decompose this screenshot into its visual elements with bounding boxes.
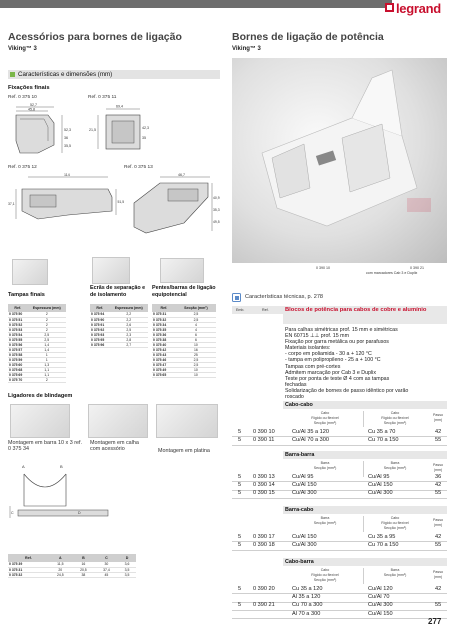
column-header: Cabo	[390, 411, 400, 415]
product-title: Blocos de potência para cabos de cobre e alumínio	[285, 307, 427, 313]
table-cell: 0 375 60	[8, 362, 28, 367]
row-divider	[232, 445, 447, 446]
table-cell: 0 375 42	[152, 347, 176, 352]
section-value: Cu/Al 300	[292, 490, 317, 497]
pitch-value: 42	[435, 429, 442, 435]
table-cell: 0 375 55	[8, 337, 28, 342]
col-header: C	[95, 554, 118, 562]
table-cell: 1,4	[28, 342, 66, 347]
ecras-table	[90, 304, 148, 348]
dim-d-3: 49,5	[213, 220, 220, 224]
section-value: Cu/Al 150	[292, 482, 317, 489]
table-cell: 16	[176, 347, 216, 352]
table-cell: 1,4	[28, 347, 66, 352]
dim-b-2: 42,3	[142, 126, 149, 130]
table-cell: 0 375 49	[152, 367, 176, 372]
ref-value: 0 390 18	[253, 542, 275, 549]
table-cell: 38	[72, 572, 95, 577]
table-cell: 10	[176, 372, 216, 377]
column-header: Barra	[320, 461, 330, 465]
section-value: Al 35 a 120	[292, 594, 321, 601]
brand-logo: legrand	[396, 1, 441, 16]
table-cell: 0 375 90	[90, 317, 110, 322]
table-cell: 2,5	[176, 357, 216, 362]
table-cell: 3,5	[118, 572, 136, 577]
mount-plate-photo	[156, 404, 218, 438]
ref-b-label: Ref. 0 375 11	[88, 95, 117, 100]
dim-a-0: 52,7	[30, 103, 37, 107]
col-header: Espessura (mm)	[110, 304, 148, 312]
mount-busbar-photo	[10, 404, 70, 438]
section-value: Cu 35 a 120	[292, 586, 323, 592]
emb-value: 5	[238, 586, 242, 592]
table-cell: 6	[176, 332, 216, 337]
col-ref: Ref.	[262, 308, 269, 312]
ref-value: 0 390 17	[253, 534, 275, 540]
table-cell: 2,5	[176, 317, 216, 322]
feature-line: Materiais isolantes:	[285, 345, 331, 352]
emb-value: 5	[238, 482, 242, 489]
col-header: D	[118, 554, 136, 562]
divider	[363, 411, 364, 427]
column-header: (mm)	[433, 523, 443, 527]
feature-line: roscado	[285, 394, 304, 401]
dim-a-1: 45,8	[28, 107, 35, 112]
section-value: Cu 35 a 70	[368, 429, 396, 435]
table-cell: 10	[176, 367, 216, 372]
col-header: B	[72, 554, 95, 562]
column-header: Secção (mm²)	[383, 466, 407, 470]
column-header: Passo	[433, 463, 443, 467]
band-title: Barra-cabo	[285, 507, 314, 513]
emb-value: 5	[238, 602, 242, 609]
table-cell: 2,2	[110, 312, 148, 317]
end-stop-d-drawing	[124, 171, 220, 241]
end-stop-b-drawing	[88, 101, 158, 161]
table-cell: 16	[72, 562, 95, 567]
svg-text:D: D	[78, 511, 81, 515]
clamp-dims-table	[8, 554, 136, 578]
band-title: Cabo-barra	[285, 559, 314, 565]
section-value: Cu/Al 70	[368, 594, 390, 601]
col-header: Espessura (mm)	[28, 304, 66, 312]
divider	[363, 568, 364, 584]
divider	[363, 461, 364, 477]
table-cell: 2,7	[110, 342, 148, 347]
col-header: Ref.	[152, 304, 176, 312]
table-cell: 2	[28, 322, 66, 327]
section-value: Cu 70 a 150	[368, 437, 399, 444]
table-cell: 0 375 51	[8, 317, 28, 322]
emb-value: 5	[238, 542, 242, 549]
dim-d-1: 40,9	[213, 196, 220, 200]
ecras-title: Ecrãs de separação e de isolamento	[90, 285, 146, 298]
section-value: Cu/Al 120	[368, 586, 393, 592]
table-cell: 37,4	[95, 567, 118, 572]
column-header: Barra	[390, 461, 400, 465]
band-cabo-cabo	[283, 401, 447, 409]
section-value: Al 70 a 300	[292, 610, 321, 617]
pitch-value: 42	[435, 482, 442, 489]
row-divider	[232, 498, 447, 499]
table-cell: 0 375 34	[152, 322, 176, 327]
table-cell: 1,3	[28, 362, 66, 367]
tampas-table	[8, 304, 66, 383]
feature-line: Solidarização de bornes de passo idêntico por varão	[285, 387, 409, 394]
table-cell: 25	[176, 352, 216, 357]
col-header: Ref.	[90, 304, 110, 312]
feature-line: - tampa em polipropileno - 25 a + 100 °C	[285, 357, 381, 364]
band-barra-barra	[283, 451, 447, 459]
pitch-value: 42	[435, 534, 442, 540]
separator-photo	[92, 257, 130, 284]
table-cell: 0 375 32	[152, 317, 176, 322]
feature-line: Fixação por garra metálica ou por parafusos	[285, 339, 389, 346]
montagem-a-text: Montagem em barra 10 x 3 ref. 0 375 34	[8, 440, 83, 452]
pentes-table	[152, 304, 216, 378]
ref-value: 0 390 13	[253, 474, 275, 480]
table-cell: 0 375 47	[152, 362, 176, 367]
characteristics-title: Características e dimensões (mm)	[18, 71, 113, 78]
row-divider	[232, 550, 447, 551]
ref-c-label: Ref. 0 375 12	[8, 165, 37, 170]
left-page-title: Acessórios para bornes de ligação	[8, 31, 182, 43]
end-cap-photo	[12, 259, 48, 285]
ref-a-label: Ref. 0 375 10	[8, 95, 37, 100]
section-square-icon	[10, 72, 15, 77]
table-cell: 0 375 52	[8, 322, 28, 327]
table-cell: 0 375 56	[8, 342, 28, 347]
table-cell: 0 375 36	[152, 332, 176, 337]
table-cell: 1,1	[28, 372, 66, 377]
emb-value: 5	[238, 437, 242, 444]
dim-a-3: 36	[64, 136, 68, 140]
table-cell: 45	[95, 572, 118, 577]
left-page-subtitle: Viking™ 3	[8, 46, 37, 52]
table-cell: 0 375 53	[8, 327, 28, 332]
table-cell: 24,5	[49, 572, 72, 577]
fixacoes-title: Fixações finais	[8, 85, 50, 91]
section-value: Cu/Al 300	[292, 542, 317, 549]
column-header: Secção (mm²)	[383, 573, 407, 577]
section-value: Cu/Al 150	[368, 482, 393, 489]
section-value: Cu/Al 70 a 300	[292, 437, 330, 444]
section-value: Cu 35 a 95	[368, 534, 396, 540]
table-cell: 0 375 95	[90, 337, 110, 342]
tech-note: Características técnicas, p. 278	[245, 294, 324, 300]
svg-text:C: C	[11, 511, 14, 515]
column-header: Secção (mm²)	[313, 521, 337, 525]
montagem-c-text: Montagem em platina	[158, 448, 210, 454]
pitch-value: 55	[435, 542, 442, 549]
table-cell: 2,5	[28, 337, 66, 342]
dim-c-1: 51,5	[117, 200, 124, 204]
table-cell: 1	[28, 352, 66, 357]
feature-line: Admitem marcação por Cab 3 e Duplix	[285, 369, 376, 376]
pitch-value: 55	[435, 490, 442, 497]
table-cell: 1	[28, 357, 66, 362]
table-cell: 2,5	[110, 327, 148, 332]
column-header: Rígido ou flexível	[381, 521, 409, 525]
section-value: Cu/Al 300	[368, 490, 393, 497]
col-header: A	[49, 554, 72, 562]
section-value: Cu/Al 95	[292, 474, 314, 480]
page-number: 277	[428, 617, 442, 626]
table-cell: 2,3	[110, 332, 148, 337]
product-photo	[232, 58, 447, 263]
pentes-title: Pentes/barras de ligação equipotencial	[152, 285, 216, 298]
column-header: Secção (mm²)	[313, 578, 337, 582]
table-row	[90, 342, 148, 347]
feature-line: fechadas	[285, 381, 307, 388]
feature-line: Teste por ponta de teste Ø 4 com as tampas	[285, 375, 390, 382]
tampas-title: Tampas finais	[8, 292, 45, 298]
column-header: (mm)	[433, 468, 443, 472]
emb-value: 5	[238, 474, 242, 480]
column-header: Cabo	[320, 568, 330, 572]
table-cell: 0 375 46	[152, 357, 176, 362]
end-stop-a-drawing	[8, 101, 78, 161]
divider	[363, 516, 364, 532]
table-cell: 6	[176, 337, 216, 342]
col-header: Ref.	[8, 304, 28, 312]
dim-b-1: 21,5	[89, 128, 96, 132]
legrand-logo-icon	[385, 3, 394, 12]
table-cell: 0 375 39	[8, 562, 49, 567]
table-cell: 0 375 43	[152, 352, 176, 357]
band-cabo-barra	[283, 558, 447, 566]
table-cell: 0 375 38	[152, 337, 176, 342]
dim-a-2: 52,3	[64, 128, 71, 132]
ref-value: 0 390 14	[253, 482, 275, 489]
col-emb: Emb.	[236, 308, 245, 312]
emb-value: 5	[238, 534, 242, 540]
pitch-value: 55	[435, 602, 442, 609]
feature-line: Para calhas simétricas prof. 15 mm e simétricas	[285, 327, 398, 333]
photo-caption-b: 0 390 21	[410, 266, 424, 270]
column-header: Secção (mm²)	[383, 526, 407, 530]
ref-value: 0 390 10	[253, 429, 275, 435]
table-cell: 2	[28, 312, 66, 317]
table-cell: 0 375 57	[8, 347, 28, 352]
dim-b-3: 35	[142, 136, 146, 140]
band-title: Barra-barra	[285, 452, 315, 458]
table-cell: 0 375 40	[152, 342, 176, 347]
table-cell: 0 375 54	[8, 332, 28, 337]
photo-caption-c: com marcadores Cab 3 e Duplix	[366, 271, 418, 275]
table-cell: 11,5	[49, 562, 72, 567]
column-header: Secção (mm²)	[383, 421, 407, 425]
col-header: Ref.	[8, 554, 49, 562]
montagem-b-text: Montagem em calha com acessório	[90, 440, 139, 452]
section-value: Cu/Al 150	[292, 534, 317, 540]
table-cell: 0 375 92	[90, 327, 110, 332]
table-cell: 0 375 31	[8, 567, 49, 572]
feature-line: Tampas com pré-cortes	[285, 363, 341, 370]
pitch-value: 36	[435, 474, 442, 480]
dim-a-4: 35,5	[64, 144, 71, 148]
right-page-title: Bornes de ligação de potência	[232, 31, 384, 43]
feature-line: - corpo em poliamida - 30 a + 120 °C	[285, 351, 372, 358]
table-cell: 2	[28, 317, 66, 322]
table-cell: 0 375 50	[8, 312, 28, 317]
table-cell: 2,2	[110, 317, 148, 322]
row-divider	[232, 593, 447, 594]
photo-caption-a: 0 390 10	[316, 266, 330, 270]
band-barra-cabo	[283, 506, 447, 514]
table-cell: 4	[176, 327, 216, 332]
table-cell: 2,8	[110, 337, 148, 342]
section-value: Cu/Al 300	[368, 602, 393, 609]
ref-value: 0 390 11	[253, 437, 275, 444]
table-cell: 2,6	[110, 322, 148, 327]
dim-c-0: 114	[64, 173, 70, 177]
dim-c-2: 37,1	[8, 202, 15, 206]
section-value: Cu/Al 95	[368, 474, 390, 480]
section-value: Cu 70 a 150	[368, 542, 399, 549]
table-cell: 0 375 31	[152, 312, 176, 317]
dim-b-0: 69,4	[116, 104, 123, 109]
pitch-value: 55	[435, 437, 442, 444]
column-header: (mm)	[433, 575, 443, 579]
dim-d-0: 46,7	[178, 173, 185, 177]
table-row	[152, 372, 216, 377]
table-cell: 30	[95, 562, 118, 567]
section-value: Cu/Al 35 a 120	[292, 429, 330, 435]
table-cell: 0 375 91	[90, 322, 110, 327]
section-value: Cu 70 a 300	[292, 602, 323, 609]
column-header: Passo	[433, 518, 443, 522]
table-row	[8, 377, 66, 382]
table-cell: 2,5	[176, 362, 216, 367]
comb-bar-photo	[160, 258, 204, 283]
column-header: Passo	[433, 413, 443, 417]
features-list	[285, 327, 447, 400]
column-header: Cabo	[390, 516, 400, 520]
table-cell: 0 375 58	[8, 352, 28, 357]
col-header: Secção (mm²)	[176, 304, 216, 312]
table-cell: 2,5	[176, 312, 216, 317]
column-header: Passo	[433, 570, 443, 574]
ligadores-title: Ligadores de blindagem	[8, 393, 73, 399]
table-cell: 0 375 59	[8, 357, 28, 362]
emb-value: 5	[238, 429, 242, 435]
emb-value: 5	[238, 490, 242, 497]
column-header: Rígido ou flexível	[311, 573, 339, 577]
row-divider	[232, 618, 447, 619]
table-cell: 10	[176, 342, 216, 347]
column-header: Barra	[320, 516, 330, 520]
row-divider	[232, 610, 447, 611]
table-cell: 0 375 32	[8, 572, 49, 577]
table-cell: 3,6	[118, 562, 136, 567]
table-cell: 0 375 93	[90, 332, 110, 337]
table-row	[8, 572, 136, 577]
column-header: Cabo	[320, 411, 330, 415]
table-cell: 2	[28, 377, 66, 382]
column-header: Rígido ou flexível	[311, 416, 339, 420]
svg-text:A: A	[22, 464, 25, 469]
column-header: Barra	[390, 568, 400, 572]
column-header: (mm)	[433, 418, 443, 422]
table-cell: 2,5	[28, 332, 66, 337]
table-cell: 0 375 65	[152, 372, 176, 377]
feature-line: EN 60715 ⊥⊥ prof. 15 mm	[285, 333, 349, 340]
section-value: Cu/Al 150	[368, 610, 393, 617]
table-cell: 0 375 94	[90, 312, 110, 317]
mount-rail-photo	[88, 404, 148, 438]
table-cell: 0 375 68	[8, 367, 28, 372]
table-cell: 4	[176, 322, 216, 327]
ref-value: 0 390 20	[253, 586, 275, 592]
table-cell: 0 375 69	[8, 372, 28, 377]
column-header: Secção (mm²)	[313, 421, 337, 425]
book-icon	[232, 293, 241, 302]
table-cell: 1,1	[28, 367, 66, 372]
column-header: Rígido ou flexível	[381, 416, 409, 420]
svg-text:B: B	[60, 464, 63, 469]
column-header: Secção (mm²)	[313, 466, 337, 470]
dim-d-2: 35,3	[213, 208, 220, 212]
right-page-subtitle: Viking™ 3	[232, 46, 261, 52]
shield-clamp-drawing	[8, 460, 120, 535]
end-stop-c-drawing	[8, 171, 124, 226]
table-cell: 0 375 96	[90, 342, 110, 347]
ref-value: 0 390 21	[253, 602, 275, 609]
ref-d-label: Ref. 0 375 13	[124, 165, 153, 170]
table-cell: 0 375 70	[8, 377, 28, 382]
ref-value: 0 390 15	[253, 490, 275, 497]
table-cell: 20,5	[72, 567, 95, 572]
table-cell: 2	[28, 327, 66, 332]
table-cell: 3,5	[118, 567, 136, 572]
pitch-value: 42	[435, 586, 442, 592]
table-cell: 20	[49, 567, 72, 572]
band-title: Cabo-cabo	[285, 402, 313, 408]
table-cell: 0 375 35	[152, 327, 176, 332]
